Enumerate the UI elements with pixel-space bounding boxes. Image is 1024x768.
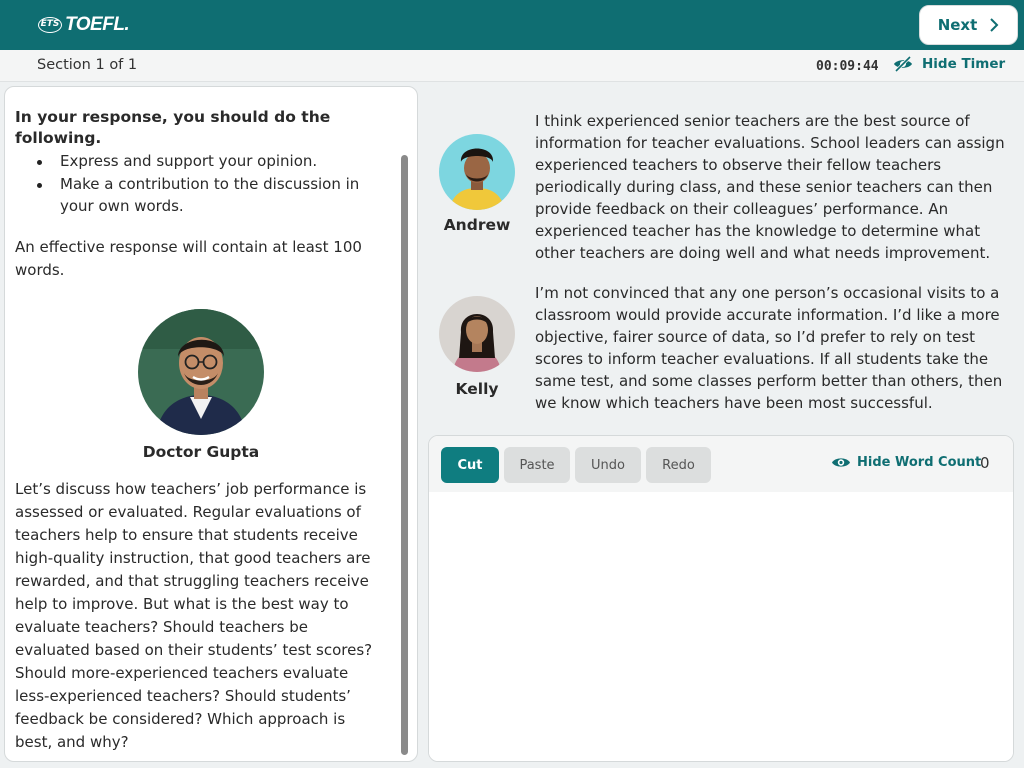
instructions-heading: In your response, you should do the following. xyxy=(15,108,331,147)
kelly-post-text: I’m not convinced that any one person’s occasional visits to a classroom would provide accurate information. I’d like a more objective, fairer source of data, so I’d prefer to rely on test scores to inform teacher evaluations. If all students take the same test, and some classes perform better than others, then we know which teachers have been most successful. xyxy=(535,284,1003,412)
instructions-list xyxy=(37,150,387,218)
response-textarea[interactable] xyxy=(429,492,1013,762)
instruction-item: Make a contribution to the discussion in your own words. xyxy=(37,173,387,218)
next-button[interactable] xyxy=(919,5,1018,45)
kelly-name: Kelly xyxy=(455,380,499,398)
word-count: 0 xyxy=(980,454,990,472)
prompt-content xyxy=(15,107,387,754)
toefl-wordmark: TOEFL. xyxy=(65,14,130,35)
hide-word-count-label: Hide Word Count xyxy=(857,455,982,470)
chevron-right-icon xyxy=(989,17,999,33)
eye-slash-icon xyxy=(893,56,913,72)
ets-badge: ETS xyxy=(38,17,62,33)
hide-timer-label: Hide Timer xyxy=(922,56,1006,72)
word-requirement-text: An effective response will contain at least 100 words. xyxy=(15,237,362,279)
eye-icon xyxy=(831,455,851,470)
professor-prompt-text: Let’s discuss how teachers’ job performance is assessed or evaluated. Regular evaluations of teachers help to ensure that students receive high-quality instruction, that good teachers are rewarded, and that struggling teachers receive help to improve. But what is the best way to evaluate teachers? Should teachers be evaluated based on their students’ test scores? Should more-experienced teachers evaluate less-experienced teachers? Should students’ feedback be considered? Which approach is best, and why? xyxy=(15,479,373,751)
redo-button[interactable]: Redo xyxy=(646,447,711,483)
professor-name: Doctor Gupta xyxy=(142,442,260,461)
andrew-avatar xyxy=(439,134,515,210)
hide-word-count-button[interactable] xyxy=(831,455,981,470)
discussion-panel xyxy=(424,86,1022,768)
professor-card xyxy=(15,309,387,461)
hide-timer-button[interactable] xyxy=(893,56,1005,72)
top-bar xyxy=(0,0,1024,50)
undo-button[interactable]: Undo xyxy=(575,447,641,483)
section-bar xyxy=(0,50,1024,82)
toefl-logo xyxy=(38,14,129,36)
next-label: Next xyxy=(937,16,978,34)
cut-button[interactable]: Cut xyxy=(441,447,499,483)
paste-button[interactable]: Paste xyxy=(504,447,570,483)
prompt-scrollbar[interactable] xyxy=(401,155,408,755)
timer-readout: 00:09:44 xyxy=(816,59,879,74)
prompt-panel xyxy=(4,86,418,762)
response-editor xyxy=(428,435,1014,762)
andrew-name: Andrew xyxy=(443,216,511,234)
editor-toolbar xyxy=(429,436,1013,492)
kelly-avatar xyxy=(439,296,515,372)
andrew-post-text: I think experienced senior teachers are the best source of information for teacher evaluations. School leaders can assign experienced teachers to observe their fellow teachers periodically during class, and these senior teachers can then provide feedback on their colleagues’ performance. An experienced teacher has the knowledge to determine what other teachers are doing well and what needs improvement. xyxy=(535,112,1005,262)
section-label: Section 1 of 1 xyxy=(37,57,138,73)
professor-avatar xyxy=(138,309,264,435)
instruction-item: Express and support your opinion. xyxy=(37,150,387,173)
